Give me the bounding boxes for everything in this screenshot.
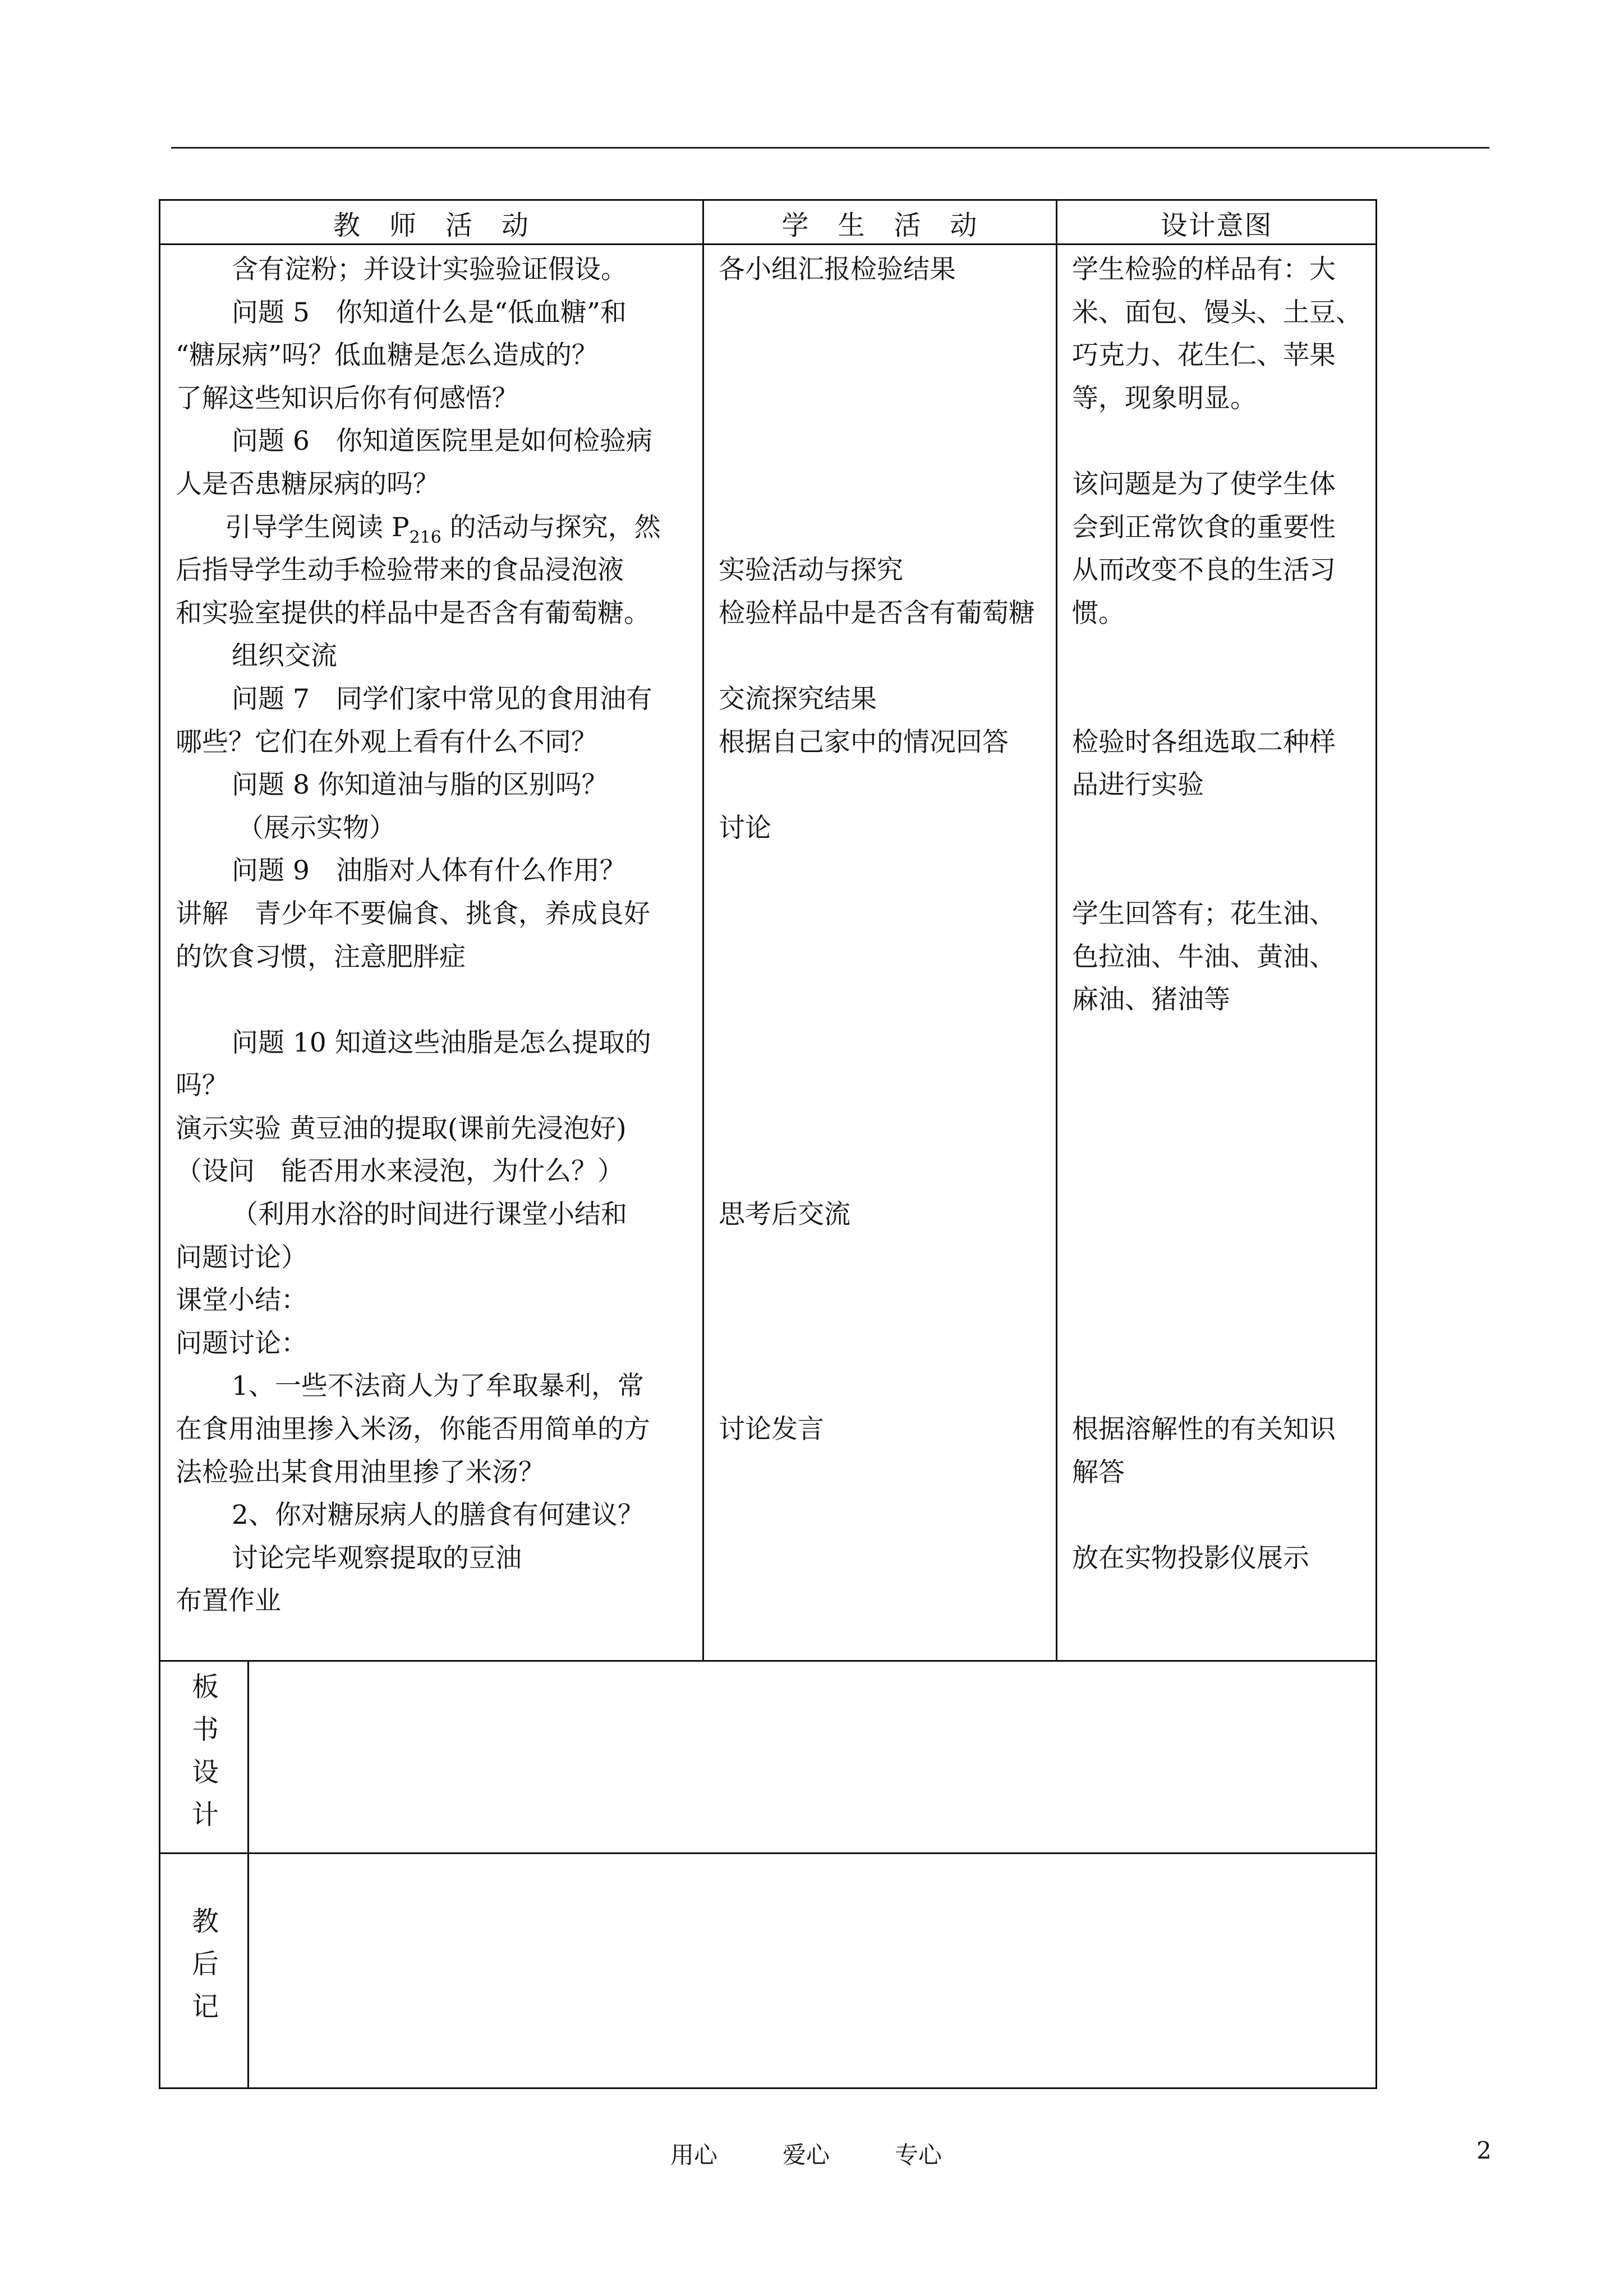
teacher-line-text: 引导学生阅读 P [225, 511, 410, 543]
blank-line [719, 420, 1050, 463]
design-line: 惯。 [1072, 597, 1125, 629]
student-line: 各小组汇报检验结果 [719, 254, 956, 285]
teacher-line: 问题 7 同学们家中常见的食用油有 [232, 683, 652, 714]
design-line: 麻油、猪油等 [1072, 984, 1230, 1016]
blank-line [719, 1022, 1050, 1065]
teacher-line: 问题讨论） [176, 1242, 307, 1273]
label-char: 教 [191, 1906, 219, 1937]
teacher-line-text: 的活动与探究，然 [441, 511, 661, 543]
teacher-line: “糖尿病”吗？低血糖是怎么造成的？ [176, 340, 599, 371]
student-line: 思考后交流 [719, 1199, 850, 1230]
header-rule [171, 147, 1489, 149]
page-number: 2 [1476, 2137, 1492, 2164]
design-line: 检验时各组选取二种样 [1072, 726, 1336, 758]
blank-line [719, 1064, 1050, 1108]
board-design-label [163, 1666, 247, 1836]
column-divider-1 [702, 201, 704, 1660]
label-char: 板 [191, 1671, 219, 1703]
blank-line [1072, 420, 1372, 463]
blank-line [719, 1108, 1050, 1151]
student-line: 讨论 [719, 812, 771, 843]
footer-motto-3: 专心 [895, 2141, 942, 2169]
design-line: 解答 [1072, 1456, 1125, 1488]
teacher-line: 演示实验 黄豆油的提取(课前先浸泡好) [176, 1113, 627, 1144]
teacher-line: 2、你对糖尿病人的膳食有何建议？ [232, 1500, 644, 1531]
student-line: 实验活动与探究 [719, 555, 903, 586]
blank-line [1072, 1193, 1372, 1237]
blank-line [1072, 807, 1372, 850]
design-line: 会到正常饮食的重要性 [1072, 511, 1336, 543]
blank-line [1072, 1322, 1372, 1366]
teacher-line: 在食用油里掺入米汤，你能否用简单的方 [176, 1414, 650, 1445]
design-line: 米、面包、馒头、土豆、 [1072, 297, 1362, 328]
header-design-intent: 设计意图 [1160, 209, 1273, 241]
blank-line [1072, 1150, 1372, 1193]
blank-line [719, 463, 1050, 506]
blank-line [719, 635, 1050, 678]
blank-line [719, 936, 1050, 979]
student-line: 讨论发言 [719, 1414, 824, 1445]
footer-motto-2: 爱心 [783, 2141, 830, 2169]
teacher-line: 讲解 青少年不要偏食、挑食，养成良好 [176, 898, 650, 929]
blank-line [719, 506, 1050, 550]
student-line: 根据自己家中的情况回答 [719, 726, 1009, 758]
blank-line [176, 979, 697, 1022]
header-teacher-activity: 教 师 活 动 [333, 209, 530, 241]
teacher-line: 后指导学生动手检验带来的食品浸泡液 [176, 555, 624, 586]
board-section-divider [160, 1660, 1375, 1662]
teacher-line: 问题 9 油脂对人体有什么作用？ [232, 855, 626, 887]
teacher-line: 问题 6 你知道医院里是如何检验病 [232, 426, 652, 457]
teacher-line: 布置作业 [176, 1585, 281, 1617]
teacher-line: 问题 8 你知道油与脂的区别吗？ [232, 769, 608, 801]
teacher-activity-column [176, 248, 697, 1623]
teacher-line: （设问 能否用水来浸泡，为什么？） [176, 1156, 624, 1187]
blank-line [719, 377, 1050, 421]
blank-line [1072, 850, 1372, 893]
design-line: 等，现象明显。 [1072, 382, 1257, 414]
label-char: 计 [191, 1799, 219, 1831]
blank-line [719, 979, 1050, 1022]
teacher-line: （利用水浴的时间进行课堂小结和 [232, 1199, 627, 1230]
teacher-line: 法检验出某食用油里掺了米汤？ [176, 1456, 545, 1488]
blank-line [719, 850, 1050, 893]
header-student-activity: 学 生 活 动 [781, 209, 978, 241]
student-line: 交流探究结果 [719, 683, 877, 714]
design-line: 巧克力、花生仁、苹果 [1072, 340, 1336, 371]
blank-line [719, 292, 1050, 335]
teacher-line: 和实验室提供的样品中是否含有葡萄糖。 [176, 597, 650, 629]
teacher-line: 问题 5 你知道什么是“低血糖”和 [232, 297, 627, 328]
student-activity-column [719, 248, 1050, 1451]
blank-line [719, 893, 1050, 936]
teacher-line: 了解这些知识后你有何感悟？ [176, 382, 518, 414]
teacher-line: 讨论完毕观察提取的豆油 [232, 1542, 522, 1574]
blank-line [1072, 1064, 1372, 1108]
blank-line [1072, 1022, 1372, 1065]
blank-line [1072, 1237, 1372, 1280]
design-line: 学生检验的样品有：大 [1072, 254, 1336, 285]
design-line: 品进行实验 [1072, 769, 1204, 801]
blank-line [719, 334, 1050, 377]
design-line: 学生回答有；花生油、 [1072, 898, 1336, 929]
design-line: 根据溶解性的有关知识 [1072, 1414, 1336, 1445]
column-divider-2 [1056, 201, 1057, 1660]
blank-line [719, 764, 1050, 807]
blank-line [1072, 635, 1372, 678]
teacher-line: 组织交流 [232, 640, 337, 672]
teacher-line: 哪些？它们在外观上看有什么不同？ [176, 726, 597, 758]
post-lesson-notes-label [163, 1900, 247, 2028]
design-intent-column [1072, 248, 1372, 1580]
student-line: 检验样品中是否含有葡萄糖 [719, 597, 1035, 629]
teacher-line: 问题 10 知道这些油脂是怎么提取的 [232, 1027, 651, 1058]
label-char: 设 [191, 1756, 219, 1788]
blank-line [1072, 1494, 1372, 1537]
design-line: 从而改变不良的生活习 [1072, 555, 1336, 586]
blank-line [719, 1365, 1050, 1408]
design-line: 色拉油、牛油、黄油、 [1072, 941, 1336, 972]
teacher-line: 吗？ [176, 1070, 228, 1101]
notes-section-divider [160, 1852, 1375, 1854]
label-char: 记 [191, 1991, 219, 2022]
teacher-line [176, 506, 697, 550]
design-line: 该问题是为了使学生体 [1072, 468, 1336, 500]
blank-line [1072, 1365, 1372, 1408]
blank-line [719, 1150, 1050, 1193]
teacher-line: 1、一些不法商人为了牟取暴利，常 [232, 1371, 644, 1402]
blank-line [1072, 1279, 1372, 1322]
teacher-line: （展示实物） [237, 812, 395, 843]
lesson-table [159, 199, 1377, 2089]
footer-motto-1: 用心 [670, 2141, 718, 2169]
blank-line [719, 1237, 1050, 1280]
label-column-divider [247, 1660, 249, 2087]
teacher-line: 人是否患糖尿病的吗？ [176, 468, 439, 500]
teacher-line: 问题讨论： [176, 1327, 307, 1359]
blank-line [1072, 1108, 1372, 1151]
blank-line [719, 1322, 1050, 1366]
page-ref-subscript: 216 [409, 527, 441, 547]
blank-line [719, 1279, 1050, 1322]
teacher-line: 含有淀粉；并设计实验验证假设。 [232, 254, 627, 285]
teacher-line: 课堂小结： [176, 1285, 307, 1316]
teacher-line: 的饮食习惯，注意肥胖症 [176, 941, 466, 972]
design-line: 放在实物投影仪展示 [1072, 1542, 1309, 1574]
label-char: 书 [191, 1714, 219, 1745]
blank-line [1072, 678, 1372, 721]
label-char: 后 [191, 1948, 219, 1980]
